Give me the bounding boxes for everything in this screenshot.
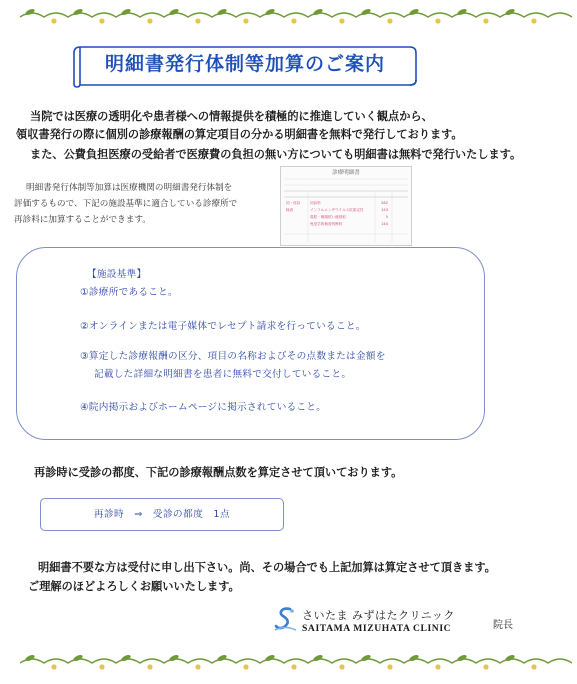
clinic-logo-icon (272, 605, 298, 633)
flower-icon (339, 18, 344, 23)
invoice-cell: 初診料 (310, 201, 321, 205)
leaf-icon (216, 8, 227, 17)
leaf-icon (312, 8, 323, 17)
closing-line-1: 明細書不要な方は受付に申し出下さい。尚、その場合でも上記加算は算定させて頂きます。 (38, 561, 496, 574)
sample-invoice-image (280, 166, 412, 246)
leaf-icon (456, 8, 467, 17)
leaf-icon (120, 8, 131, 17)
leaf-icon (168, 654, 179, 663)
criteria-item-4: ④院内掲示およびホームページに掲示されていること。 (80, 402, 327, 413)
flower-icon (195, 18, 200, 23)
leaf-icon (168, 8, 179, 17)
closing-line-2: ご理解のほどよろしくお願いいたします。 (28, 580, 240, 593)
clinic-name-en: SAITAMA MIZUHATA CLINIC (302, 623, 452, 634)
intro-line-1: 当院では医療の透明化や患者様への情報提供を積極的に推進していく観点から、 (30, 110, 433, 123)
vine-ornament-bottom (0, 650, 577, 676)
explanation-line-1: 明細書発行体制等加算は医療機関の明細書発行体制を (26, 183, 233, 193)
explanation-text (14, 180, 276, 228)
flower-icon (387, 18, 392, 23)
invoice-cell: 144 (381, 222, 388, 226)
invoice-cell: 5 (385, 215, 388, 219)
criteria-item-2: ②オンラインまたは電子媒体でレセプト請求を行っていること。 (80, 321, 366, 332)
leaf-icon (456, 654, 467, 663)
leaf-icon (24, 8, 35, 17)
criteria-item-3-cont: 記載した詳細な明細書を患者に無料で交付していること。 (94, 369, 352, 380)
director-label: 院長 (493, 620, 513, 631)
criteria-heading: 【施設基準】 (87, 269, 147, 280)
flower-icon (51, 18, 56, 23)
leaf-icon (24, 654, 35, 663)
flower-icon (147, 664, 152, 669)
leaf-icon (360, 654, 371, 663)
leaf-icon (72, 8, 83, 17)
flower-icon (483, 664, 488, 669)
flower-icon (531, 664, 536, 669)
flower-icon (291, 18, 296, 23)
fee-box: 再診時 ⇒ 受診の都度 1点 (40, 498, 284, 531)
leaf-icon (264, 654, 275, 663)
flower-icon (195, 664, 200, 669)
invoice-cell: 検査 (286, 208, 294, 212)
title-banner (72, 44, 418, 88)
invoice-cell: 免疫学的検査判断料 (310, 222, 343, 226)
leaf-icon (120, 654, 131, 663)
leaf-icon (504, 8, 515, 17)
invoice-title: 診療明細書 (332, 170, 360, 176)
flower-icon (99, 18, 104, 23)
explanation-line-3: 再診料に加算することができます。 (14, 215, 151, 225)
repeat-notice: 再診時に受診の都度、下記の診療報酬点数を算定させて頂いております。 (34, 466, 403, 479)
leaf-icon (408, 8, 419, 17)
vine-ornament-top (0, 4, 577, 30)
invoice-cell: 初・再診 (286, 201, 301, 205)
clinic-name-ja: さいたま みずはたクリニック (302, 609, 455, 622)
invoice-cell: インフルエンザウイルス抗原定性 (310, 208, 364, 212)
intro-line-2: 領収書発行の際に個別の診療報酬の算定項目の分かる明細書を無料で発行しております。 (16, 128, 463, 141)
flower-icon (339, 664, 344, 669)
invoice-cell: 282 (381, 201, 388, 205)
leaf-icon (216, 654, 227, 663)
flower-icon (243, 18, 248, 23)
leaf-icon (408, 654, 419, 663)
leaf-icon (72, 654, 83, 663)
intro-line-3: また、公費負担医療の受給者で医療費の負担の無い方についても明細書は無料で発行いたします。 (30, 148, 522, 161)
flower-icon (531, 18, 536, 23)
flower-icon (435, 664, 440, 669)
leaf-icon (312, 654, 323, 663)
invoice-cell: 鼻腔・咽頭拭い液採取 (310, 215, 346, 219)
flower-icon (51, 664, 56, 669)
leaf-icon (264, 8, 275, 17)
flower-icon (483, 18, 488, 23)
leaf-icon (360, 8, 371, 17)
flower-icon (99, 664, 104, 669)
leaf-icon (504, 654, 515, 663)
vine-stem (20, 659, 572, 663)
flower-icon (291, 664, 296, 669)
vine-stem (20, 13, 572, 17)
flower-icon (147, 18, 152, 23)
flower-icon (435, 18, 440, 23)
flower-icon (243, 664, 248, 669)
page-title: 明細書発行体制等加算のご案内 (104, 53, 385, 75)
explanation-line-2: 評価するもので、下記の施設基準に適合している診療所で (14, 199, 238, 209)
flower-icon (387, 664, 392, 669)
criteria-item-3: ③算定した診療報酬の区分、項目の名称およびその点数または金額を (80, 351, 386, 362)
invoice-cell: 143 (381, 208, 388, 212)
criteria-item-1: ①診療所であること。 (80, 287, 178, 298)
